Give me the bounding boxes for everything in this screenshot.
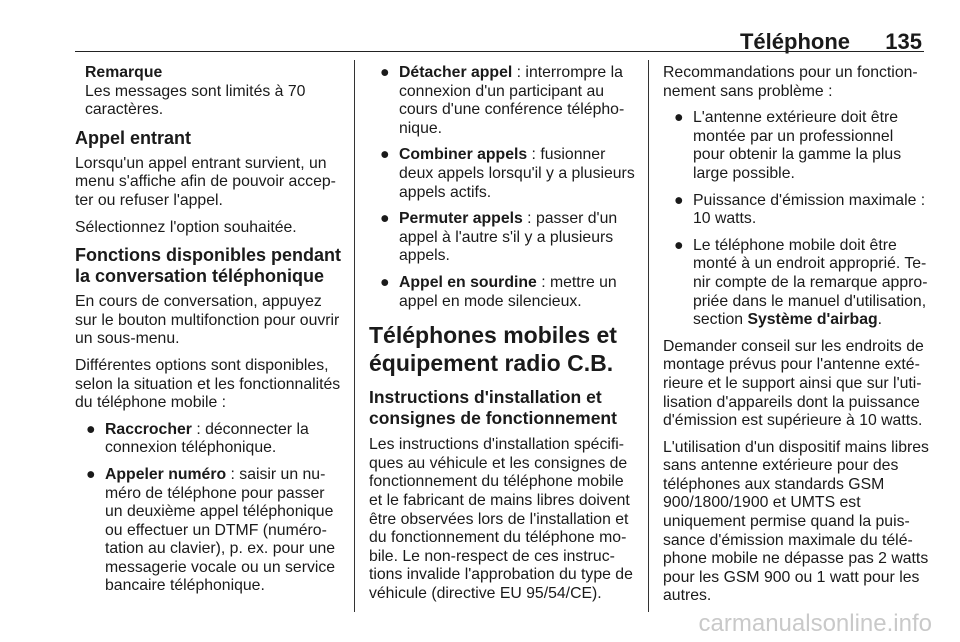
function-list-2 — [369, 64, 635, 311]
recommendation-list — [663, 109, 929, 330]
bullet-icon: ● — [380, 273, 390, 291]
list-item-text-end: . — [877, 311, 883, 329]
list-item — [75, 466, 343, 596]
list-item-term: Combiner appels — [399, 146, 528, 164]
heading-incoming-call: Appel entrant — [75, 127, 192, 148]
list-item-text: : passer d'un appel à l'autre s'il y a plusieurs appels. — [399, 210, 618, 265]
column-1 — [75, 64, 343, 604]
page-header — [0, 0, 960, 56]
paragraph-during-call: En cours de conversation, appuyez sur le bouton multifonction pour ouvrir un sous-menu. — [75, 293, 340, 348]
heading-mobile-phones: Téléphones mobiles et équipement radio C.B. — [369, 322, 617, 377]
list-item — [369, 146, 635, 202]
list-item-term: Raccrocher — [105, 420, 192, 438]
heading-installation: Instructions d'installation et consignes de fonctionnement — [369, 387, 617, 428]
bullet-icon: ● — [380, 210, 390, 228]
list-item-text: : déconnecter la connexion téléphonique. — [105, 420, 309, 457]
list-item-text: : interrompre la connexion d'un participant au cours d'une conférence téléphonique. — [399, 64, 625, 137]
bullet-icon: ● — [86, 465, 96, 483]
bullet-icon: ● — [380, 146, 390, 164]
column-divider-2 — [648, 60, 649, 612]
header-title: Téléphone — [739, 29, 850, 54]
note-title: Remarque — [85, 64, 163, 81]
list-item-term: Appel en sourdine — [399, 273, 537, 291]
column-2 — [369, 64, 635, 611]
list-item-term: Appeler numéro — [105, 465, 227, 483]
list-item — [663, 109, 929, 183]
list-item-text: : fusionner deux appels lorsqu'il y a plusieurs appels actifs. — [399, 146, 635, 201]
note-text: Les messages sont limités à 70 caractères. — [85, 82, 306, 119]
list-item-text: : mettre un appel en mode silencieux. — [399, 273, 617, 310]
list-item-text: Le téléphone mobile doit être monté à un endroit approprié. Tenir compte de la remarque appropriée dans le manuel d'utilisation, section — [693, 236, 928, 329]
bullet-icon: ● — [380, 64, 390, 81]
list-item-term: Détacher appel — [399, 64, 513, 81]
bullet-icon: ● — [674, 109, 684, 127]
list-item-term: Permuter appels — [399, 210, 523, 228]
bullet-icon: ● — [674, 236, 684, 254]
watermark: carmanualsonline.info — [698, 610, 932, 637]
list-item — [663, 237, 929, 330]
list-item — [369, 274, 635, 311]
list-item — [369, 64, 635, 138]
list-item-text: : saisir un numéro de téléphone pour passer un deuxième appel téléphonique ou effectuer un DTMF (numérotation au clavier), p. ex. pour une messagerie vocale ou un service bancaire téléphonique. — [105, 465, 336, 595]
paragraph-select-option: Sélectionnez l'option souhaitée. — [75, 218, 297, 236]
paragraph-handsfree: L'utilisation d'un dispositif mains libres sans antenne extérieure pour des téléphones aux standards GSM 900/1800/1900 et UMTS est uniquement permise quand la puissance d'émission maximale du téléphone mobile ne dépasse pas 2 watts pour les GSM 900 ou 1 watt pour les autres. — [663, 438, 929, 605]
list-item — [75, 421, 343, 458]
airbag-section-ref: Système d'airbag — [747, 311, 878, 329]
page-number: 135 — [885, 29, 922, 54]
heading-call-functions: Fonctions disponibles pendant la conversation téléphonique — [75, 245, 342, 287]
function-list-1 — [75, 421, 343, 596]
paragraph-incoming-call: Lorsqu'un appel entrant survient, un menu s'affiche afin de pouvoir accepter ou refuser l'appel. — [75, 154, 336, 209]
bullet-icon: ● — [86, 420, 96, 438]
paragraph-options: Différentes options sont disponibles, selon la situation et les fonctionnalités du téléphone mobile : — [75, 356, 341, 412]
bullet-icon: ● — [674, 191, 684, 209]
paragraph-recommendations: Recommandations pour un fonctionnement sans problème : — [663, 64, 918, 100]
paragraph-installation: Les instructions d'installation spécifiques au véhicule et les consignes de fonctionnement du téléphone mobile et le fabricant de mains libres doivent être observées lors de l'installation et du fonctionnement du téléphone mobile. Le non-respect de ces instructions invalide l'approbation du type de véhicule (directive EU 95/54/CE). — [369, 436, 633, 602]
paragraph-advice: Demander conseil sur les endroits de montage prévus pour l'antenne extérieure et le support ainsi que sur l'utilisation d'appareils dont la puissance d'émission est supérieure à 10 watts. — [663, 337, 924, 430]
header-divider — [75, 51, 924, 52]
column-3 — [663, 64, 929, 614]
list-item-text: L'antenne extérieure doit être montée par un professionnel pour obtenir la gamme la plus large possible. — [693, 109, 902, 182]
list-item-text: Puissance d'émission maximale : 10 watts. — [693, 191, 926, 228]
list-item — [369, 210, 635, 266]
list-item — [663, 192, 929, 229]
column-divider-1 — [354, 60, 355, 612]
